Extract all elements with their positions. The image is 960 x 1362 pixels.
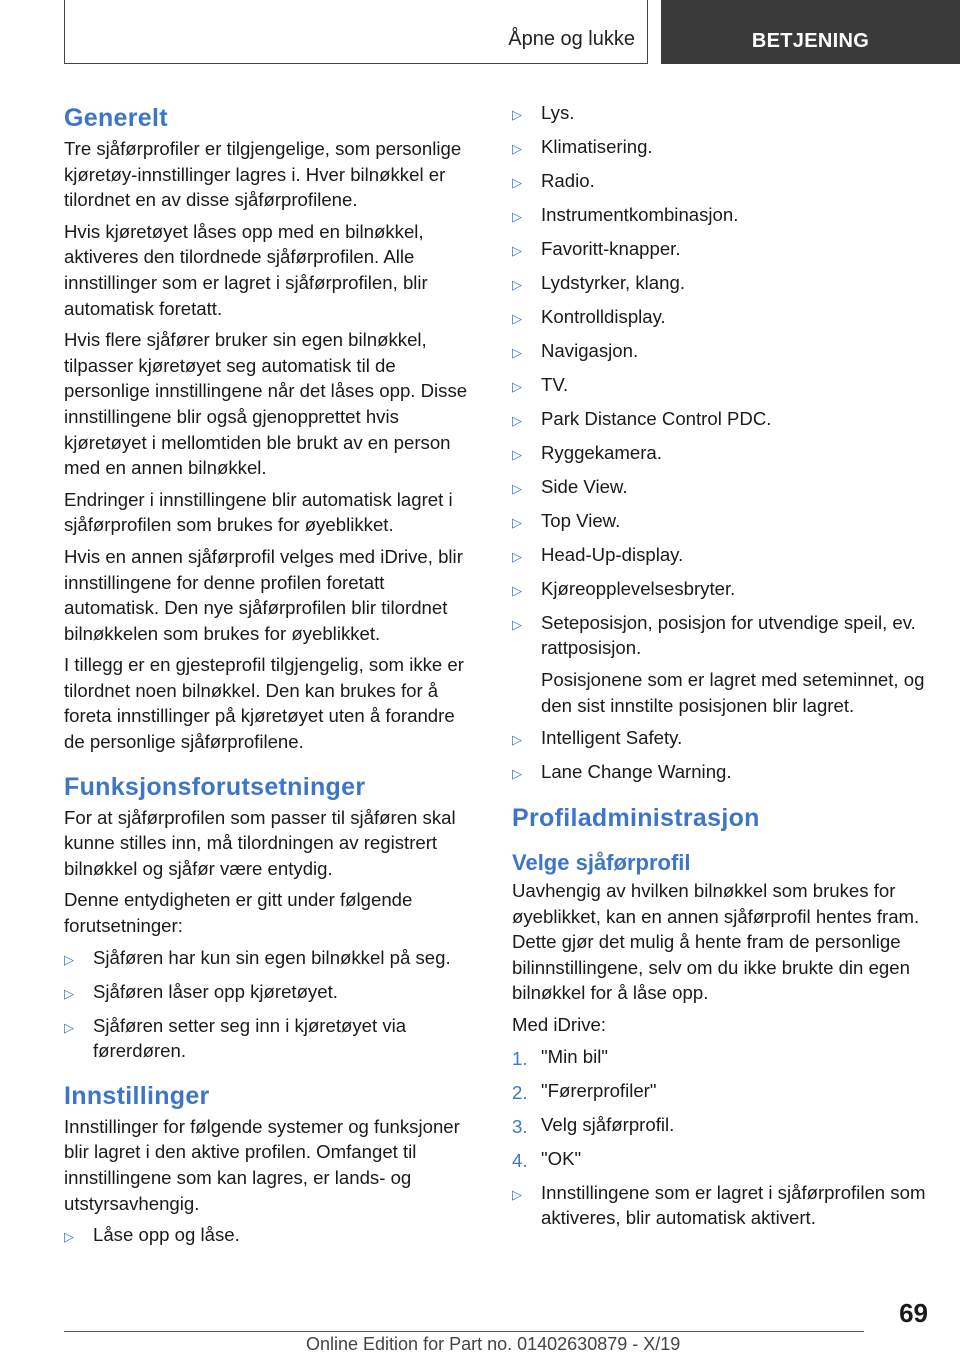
- settings-list-start: [64, 1222, 477, 1250]
- settings-list-continued: [512, 725, 927, 787]
- list-item: ▷ Top View.: [512, 508, 927, 536]
- steps-list: [512, 1044, 927, 1174]
- section-title: Åpne og lukke: [508, 28, 635, 50]
- running-header: [64, 0, 648, 64]
- bullet-triangle-icon: ▷: [512, 174, 522, 190]
- step-number: 3.: [512, 1115, 528, 1137]
- heading-funksjonsforutsetninger: Funksjonsforutsetninger: [64, 772, 366, 801]
- heading-generelt: Generelt: [64, 104, 168, 132]
- footer-edition: Online Edition for Part no. 01402630879 - X/19: [306, 1334, 681, 1354]
- list-item: ▷ Sjåføren har kun sin egen bilnøkkel på seg.: [64, 945, 477, 973]
- bullet-triangle-icon: ▷: [512, 378, 522, 394]
- bullet-triangle-icon: ▷: [64, 1229, 74, 1245]
- bullet-triangle-icon: ▷: [512, 480, 522, 496]
- bullet-triangle-icon: ▷: [512, 446, 522, 462]
- footer-divider: [64, 1331, 864, 1332]
- bullet-triangle-icon: ▷: [512, 514, 522, 530]
- list-item: ▷ Kjøreopplevelsesbryter.: [512, 576, 927, 604]
- bullet-triangle-icon: ▷: [512, 765, 522, 781]
- bullet-triangle-icon: ▷: [512, 616, 522, 632]
- paragraph: For at sjåførprofilen som passer til sjåføren skal kunne stilles inn, må tilordningen av registrert bilnøkkel og sjåfør være entydig.: [64, 806, 456, 879]
- list-item: ▷ Radio.: [512, 168, 927, 196]
- result-list: [512, 1180, 927, 1231]
- list-item: ▷ Klimatisering.: [512, 134, 927, 162]
- paragraph: Tre sjåførprofiler er tilgjengelige, som personlige kjøretøy-innstillinger lagres i. Hver bilnøkkel er tilordnet en av disse sjåførprofilene.: [64, 138, 462, 211]
- bullet-triangle-icon: ▷: [64, 985, 74, 1001]
- paragraph: Endringer i innstillingene blir automatisk lagret i sjåførprofilen som brukes for øyeblikket.: [64, 488, 453, 536]
- step-item: 3. Velg sjåførprofil.: [512, 1112, 927, 1140]
- list-item: ▷ Lydstyrker, klang.: [512, 270, 927, 298]
- left-column: [64, 100, 477, 1256]
- bullet-triangle-icon: ▷: [512, 548, 522, 564]
- list-item: ▷ Navigasjon.: [512, 338, 927, 366]
- bullet-triangle-icon: ▷: [512, 140, 522, 156]
- step-item: 2. "Førerprofiler": [512, 1078, 927, 1106]
- heading-profiladministrasjon: Profiladministrasjon: [512, 804, 760, 833]
- step-number: 2.: [512, 1081, 528, 1103]
- list-item: ▷ Sjåføren setter seg inn i kjøretøyet via førerdøren.: [64, 1013, 477, 1064]
- paragraph: Med iDrive:: [512, 1014, 607, 1036]
- step-item: 1. "Min bil": [512, 1044, 927, 1072]
- paragraph: Denne entydigheten er gitt under følgende forutsetninger:: [64, 889, 413, 937]
- bullet-triangle-icon: ▷: [512, 412, 522, 428]
- bullet-triangle-icon: ▷: [512, 310, 522, 326]
- step-item: 4. "OK": [512, 1146, 927, 1174]
- step-number: 4.: [512, 1149, 528, 1171]
- paragraph: I tillegg er en gjesteprofil tilgjengelig, som ikke er tilordnet noen bilnøkkel. Den kan brukes for å foreta innstillinger på kjøretøyet uten å forandre de personlige sjåførprofilene.: [64, 654, 464, 753]
- chapter-tab: BETJENING: [661, 0, 960, 64]
- list-item: ▷ Instrumentkombinasjon.: [512, 202, 927, 230]
- bullet-triangle-icon: ▷: [64, 1019, 74, 1035]
- list-item: ▷ TV.: [512, 372, 927, 400]
- list-item: ▷ Lane Change Warning.: [512, 759, 927, 787]
- paragraph: Hvis flere sjåfører bruker sin egen bilnøkkel, tilpasser kjøretøyet seg automatisk til de personlige innstillingene når det låses opp. Disse innstillingene blir også gjenopprettet hvis kjøretøyet i mellomtiden ble brukt av en person med en annen bilnøkkel.: [64, 329, 468, 479]
- list-item: ▷ Head-Up-display.: [512, 542, 927, 570]
- list-item: ▷ Favoritt-knapper.: [512, 236, 927, 264]
- heading-velge-sjaforprofil: Velge sjåførprofil: [512, 850, 691, 876]
- bullet-triangle-icon: ▷: [512, 582, 522, 598]
- list-item: ▷ Side View.: [512, 474, 927, 502]
- step-number: 1.: [512, 1047, 528, 1069]
- bullet-triangle-icon: ▷: [512, 208, 522, 224]
- list-item: ▷ Låse opp og låse.: [64, 1222, 477, 1250]
- list-item: ▷ Ryggekamera.: [512, 440, 927, 468]
- bullet-triangle-icon: ▷: [512, 1186, 522, 1202]
- right-column: [512, 100, 927, 1237]
- list-item: ▷ Intelligent Safety.: [512, 725, 927, 753]
- paragraph: Hvis kjøretøyet låses opp med en bilnøkkel, aktiveres den tilordnede sjåførprofilen. Alle innstillinger som er lagret i sjåførprofilen, blir automatisk foretatt.: [64, 220, 428, 319]
- bullet-triangle-icon: ▷: [512, 107, 522, 122]
- list-item: ▷ Sjåføren låser opp kjøretøyet.: [64, 979, 477, 1007]
- heading-innstillinger: Innstillinger: [64, 1081, 210, 1110]
- settings-list: [512, 100, 927, 661]
- bullet-triangle-icon: ▷: [512, 731, 522, 747]
- paragraph: Innstillinger for følgende systemer og funksjoner blir lagret i den aktive profilen. Omfanget til innstillingene som kan lagres, er lands- og utstyrsavhengig.: [64, 1115, 460, 1214]
- bullet-triangle-icon: ▷: [512, 242, 522, 258]
- list-item: ▷ Innstillingene som er lagret i sjåførprofilen som aktiveres, blir automatisk aktivert.: [512, 1180, 927, 1231]
- list-item: ▷ Kontrolldisplay.: [512, 304, 927, 332]
- paragraph: Hvis en annen sjåførprofil velges med iDrive, blir innstillingene for denne profilen foretatt automatisk. Den nye sjåførprofilen blir tilordnet bilnøkkelen som brukes for øyeblikket.: [64, 545, 463, 644]
- list-item: ▷ Park Distance Control PDC.: [512, 406, 927, 434]
- paragraph: Uavhengig av hvilken bilnøkkel som brukes for øyeblikket, kan en annen sjåførprofil hentes fram. Dette gjør det mulig å hente fram de personlige bilinnstillingene, selv om du ikke brukte din egen bilnøkkel for å låse opp.: [512, 880, 920, 1004]
- page-number: 69: [899, 1298, 928, 1328]
- requirements-list: [64, 945, 477, 1064]
- bullet-triangle-icon: ▷: [512, 344, 522, 360]
- list-item: ▷ Lys.: [512, 100, 927, 128]
- bullet-triangle-icon: ▷: [512, 276, 522, 292]
- bullet-triangle-icon: ▷: [64, 951, 74, 967]
- list-item: ▷ Seteposisjon, posisjon for utvendige speil, ev. rattposisjon.: [512, 610, 927, 661]
- seat-memory-note: Posisjonene som er lagret med seteminnet, og den sist innstilte posisjonen blir lagret.: [541, 669, 925, 716]
